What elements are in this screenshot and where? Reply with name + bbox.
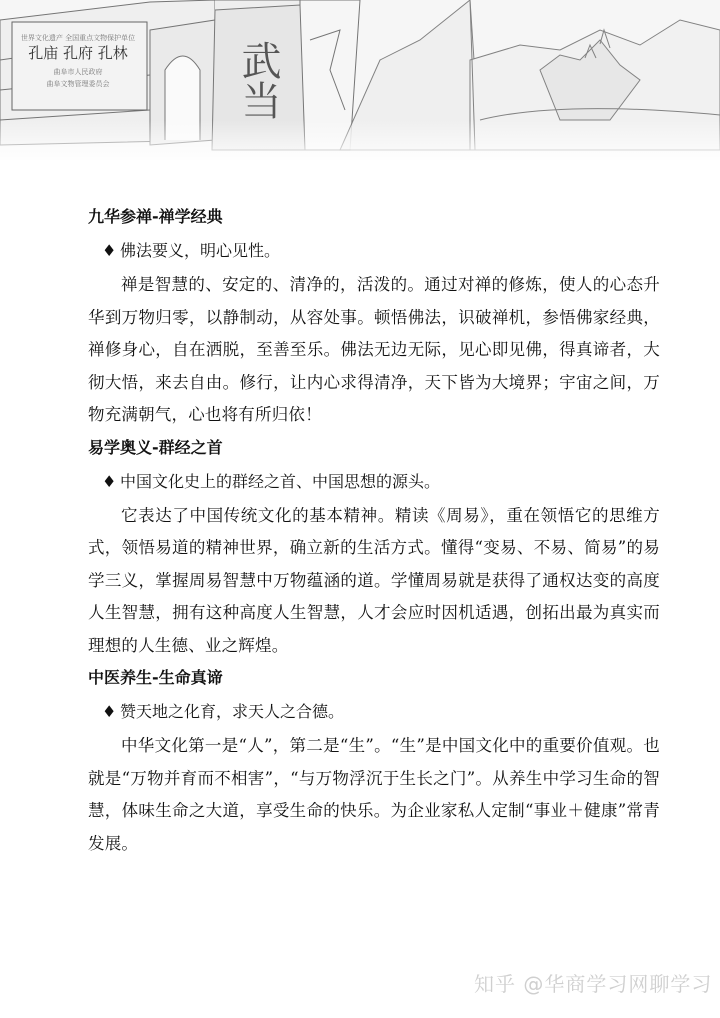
bullet-text: 佛法要义，明心见性。 — [120, 241, 281, 260]
section-paragraph: 禅是智慧的、安定的、清净的，活泼的。通过对禅的修炼，使人的心态升华到万物归零，以静制动，从容处事。顿悟佛法，识破禅机，参悟佛家经典，禅修身心，自在洒脱，至善至乐。佛法无边无际，见心即见佛，得真谛者，大彻大悟，来去自由。修行，让内心求得清净，天下皆为大境界；宇宙之间，万物充满朝气，心也将有所归依！ — [88, 275, 660, 424]
sketch-landscape-illustration — [0, 0, 720, 160]
diamond-bullet-icon: ♦ — [102, 702, 117, 721]
zhihu-watermark: 知乎 @华商学习网聊学习 — [474, 972, 713, 996]
section-chan — [88, 205, 660, 432]
section-yixue — [88, 436, 660, 663]
section-title: 中医养生-生命真谛 — [88, 668, 223, 687]
diamond-bullet-icon: ♦ — [102, 471, 117, 491]
section-paragraph: 它表达了中国传统文化的基本精神。精读《周易》，重在领悟它的思维方式，领悟易道的精神世界，确立新的生活方式。懂得“变易、不易、简易”的易学三义，掌握周易智慧中万物蕴涵的道。学懂周易就是获得了通权达变的高度人生智慧，拥有这种高度人生智慧，人才会应时因机适遇，创拓出最为真实而理想的人生德、业之辉煌。 — [88, 505, 660, 655]
section-bullet — [88, 239, 660, 263]
bullet-text: 赞天地之化育，求天人之合德。 — [120, 702, 345, 721]
section-title: 易学奥义-群经之首 — [88, 437, 223, 457]
section-paragraph: 中华文化第一是“人”，第二是“生”。“生”是中国文化中的重要价值观。也就是“万物并育而不相害”，“与万物浮沉于生长之门”。从养生中学习生命的智慧，体味生命之大道，享受生命的快乐。为企业家私人定制“事业＋健康”常青发展。 — [88, 736, 660, 853]
header-banner-image — [0, 0, 720, 160]
section-zhongyi — [88, 666, 660, 860]
section-title: 九华参禅-禅学经典 — [88, 207, 223, 226]
section-bullet — [88, 470, 660, 494]
diamond-bullet-icon: ♦ — [102, 241, 117, 260]
bullet-text: 中国文化史上的群经之首、中国思想的源头。 — [120, 471, 441, 491]
document-body — [88, 205, 660, 862]
section-bullet — [88, 700, 660, 724]
